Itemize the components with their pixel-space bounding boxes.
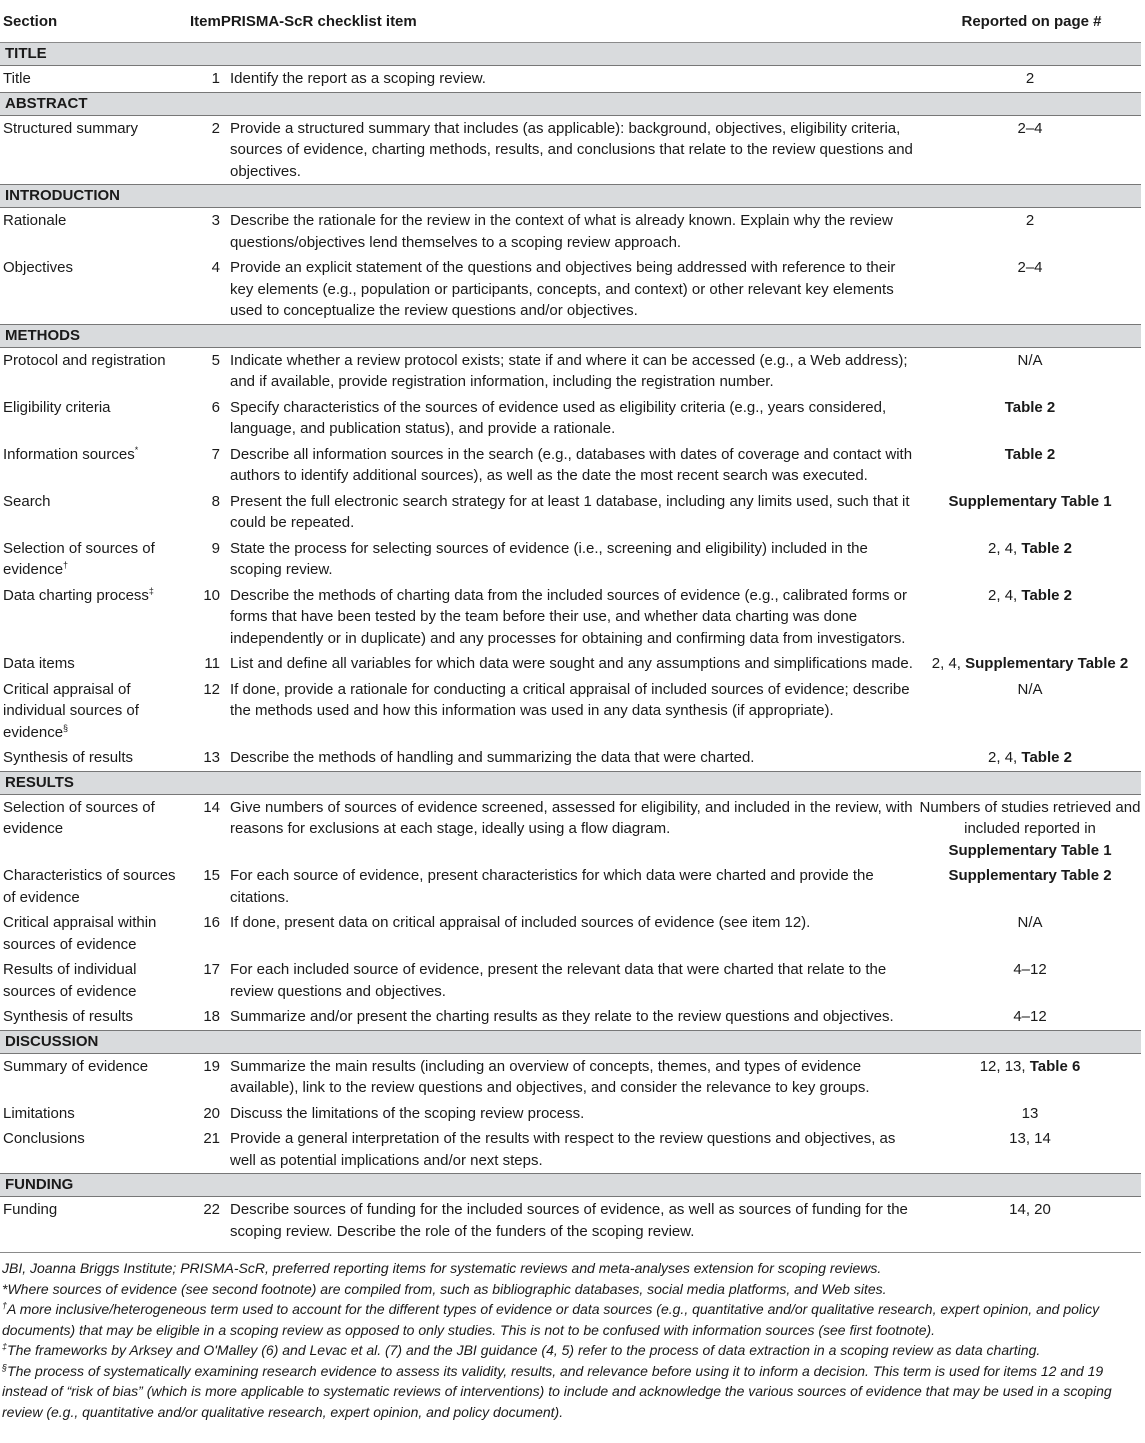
checklist-description: Describe sources of funding for the included sources of evidence, as well as sources of funding for the scoping review. Describe the role of the funders of the scoping review. bbox=[226, 1197, 919, 1253]
footnote bbox=[2, 1279, 1139, 1300]
reported-page-cell bbox=[919, 208, 1141, 256]
row-section-label: Results of individual sources of evidence bbox=[3, 961, 137, 1000]
section-header-row bbox=[0, 324, 1141, 347]
row-section-cell bbox=[0, 583, 190, 652]
footnote-marker: ‡ bbox=[2, 1341, 8, 1352]
page-reference-bold: Table 2 bbox=[1021, 539, 1072, 557]
row-section-cell bbox=[0, 255, 190, 324]
section-header-row bbox=[0, 1030, 1141, 1053]
page-reference: N/A bbox=[1017, 914, 1043, 931]
page-reference: 13, 14 bbox=[1009, 1130, 1051, 1147]
section-title: METHODS bbox=[0, 324, 1141, 347]
page-reference: 13 bbox=[1021, 1104, 1039, 1122]
page-reference: 4–12 bbox=[1013, 961, 1047, 978]
footnote-text: JBI, Joanna Briggs Institute; PRISMA-ScR, preferred reporting items for systematic reviews and meta-analyses extension for scoping reviews. bbox=[2, 1260, 882, 1276]
page-reference: 2 bbox=[1025, 70, 1035, 87]
row-section-label: Search bbox=[3, 492, 51, 510]
row-section-cell bbox=[0, 957, 190, 1004]
row-section-label: Funding bbox=[3, 1201, 58, 1218]
checklist-description: Describe all information sources in the search (e.g., databases with dates of coverage and contact with authors to identify additional sources), as well as the date the most recent search was executed. bbox=[230, 445, 913, 484]
page-reference: N/A bbox=[1017, 351, 1043, 369]
section-title: INTRODUCTION bbox=[0, 185, 1141, 208]
row-section-cell bbox=[0, 1126, 190, 1174]
table-row bbox=[0, 1197, 1141, 1253]
row-section-label: Synthesis of results bbox=[3, 1008, 134, 1025]
row-section-cell bbox=[0, 347, 190, 395]
item-number: 4 bbox=[211, 259, 220, 276]
row-section-label: Critical appraisal within sources of evidence bbox=[3, 914, 157, 953]
row-section-cell bbox=[0, 651, 190, 677]
checklist-description: List and define all variables for which data were sought and any assumptions and simplifications made. bbox=[230, 655, 913, 672]
reported-page-cell bbox=[919, 395, 1141, 442]
row-section-label: Critical appraisal of individual sources of evidence bbox=[3, 680, 139, 741]
section-title: RESULTS bbox=[0, 771, 1141, 794]
table-footnotes bbox=[0, 1253, 1141, 1422]
table-row bbox=[0, 794, 1141, 863]
reported-page-cell bbox=[919, 1053, 1141, 1101]
row-section-label: Synthesis of results bbox=[3, 749, 134, 766]
item-number: 11 bbox=[204, 655, 220, 672]
reported-page-cell bbox=[919, 863, 1141, 910]
row-section-cell bbox=[0, 794, 190, 863]
row-section-label: Objectives bbox=[3, 259, 74, 276]
page-reference: 14, 20 bbox=[1009, 1201, 1051, 1218]
page-reference-bold: Table 2 bbox=[1004, 398, 1056, 416]
checklist-description: Indicate whether a review protocol exists; state if and where it can be accessed (e.g., a Web address); and if available, provide registration information, including the registration number. bbox=[230, 351, 908, 390]
table-row bbox=[0, 1126, 1141, 1174]
section-header-row bbox=[0, 185, 1141, 208]
page-reference: 2, 4, bbox=[988, 586, 1022, 604]
footnote-text: *Where sources of evidence (see second footnote) are compiled from, such as bibliographic databases, social media platforms, and Web sites. bbox=[2, 1280, 887, 1297]
row-section-label: Data charting process bbox=[3, 586, 149, 604]
row-section-label: Rationale bbox=[3, 212, 67, 229]
checklist-description: Describe the methods of handling and summarizing the data that were charted. bbox=[230, 749, 755, 766]
row-section-label: Characteristics of sources of evidence bbox=[3, 867, 176, 906]
item-number: 20 bbox=[203, 1104, 220, 1122]
item-number: 5 bbox=[211, 351, 220, 369]
row-section-cell bbox=[0, 489, 190, 536]
row-section-cell bbox=[0, 115, 190, 185]
reported-page-cell bbox=[919, 745, 1141, 771]
row-section-cell bbox=[0, 745, 190, 771]
page-reference: 2–4 bbox=[1017, 259, 1043, 276]
footnote-marker: ‡ bbox=[148, 585, 154, 596]
footnote-text: The frameworks by Arksey and O'Malley (6) and Levac et al. (7) and the JBI guidance (4, 5) refer to the process of data extraction in a scoping review as data charting. bbox=[7, 1342, 1041, 1358]
row-section-cell bbox=[0, 442, 190, 489]
page-reference-bold: Supplementary Table 1 bbox=[948, 492, 1112, 510]
row-section-cell bbox=[0, 395, 190, 442]
table-row bbox=[0, 208, 1141, 256]
header-section: Section bbox=[0, 0, 190, 43]
reported-page-cell bbox=[919, 255, 1141, 324]
item-number: 1 bbox=[211, 70, 220, 87]
reported-page-cell bbox=[919, 677, 1141, 746]
reported-page-cell bbox=[919, 489, 1141, 536]
checklist-description: Provide a general interpretation of the results with respect to the review questions and objectives, as well as potential implications and/or next steps. bbox=[230, 1130, 896, 1169]
item-number: 10 bbox=[203, 586, 220, 604]
checklist-description: Specify characteristics of the sources of evidence used as eligibility criteria (e.g., years considered, language, and publication status), and provide a rationale. bbox=[230, 398, 887, 437]
section-header-row bbox=[0, 771, 1141, 794]
row-section-label: Conclusions bbox=[3, 1130, 85, 1147]
checklist-description: Summarize the main results (including an overview of concepts, themes, and types of evidence available), link to the review questions and objectives, and consider the relevance to key groups. bbox=[230, 1057, 870, 1096]
page-reference: 2 bbox=[1025, 212, 1035, 229]
table-row bbox=[0, 66, 1141, 93]
checklist-description: Identify the report as a scoping review. bbox=[230, 70, 486, 87]
table-row bbox=[0, 1004, 1141, 1030]
page-reference-bold: Supplementary Table 2 bbox=[948, 867, 1112, 884]
item-number: 17 bbox=[203, 961, 220, 978]
checklist-description: Provide a structured summary that includes (as applicable): background, objectives, eligibility criteria, sources of evidence, charting methods, results, and conclusions that relate to the review questions and objectives. bbox=[230, 119, 913, 180]
row-section-cell bbox=[0, 1053, 190, 1101]
row-section-cell bbox=[0, 863, 190, 910]
table-row bbox=[0, 489, 1141, 536]
page-reference: 4–12 bbox=[1013, 1008, 1047, 1025]
reported-page-cell bbox=[919, 583, 1141, 652]
checklist-description: Present the full electronic search strategy for at least 1 database, including any limits used, such that it could be repeated. bbox=[230, 492, 910, 531]
footnote bbox=[2, 1361, 1139, 1423]
page-reference-bold: Table 2 bbox=[1021, 586, 1072, 604]
table-row bbox=[0, 745, 1141, 771]
section-header-row bbox=[0, 43, 1141, 66]
row-section-label: Summary of evidence bbox=[3, 1057, 149, 1075]
footnote-marker: † bbox=[2, 1300, 8, 1311]
row-section-label: Selection of sources of evidence bbox=[3, 539, 155, 578]
page-reference: 2–4 bbox=[1017, 119, 1043, 137]
item-number: 7 bbox=[211, 445, 220, 463]
table-row bbox=[0, 677, 1141, 746]
page-reference-bold: Table 2 bbox=[1021, 749, 1072, 766]
table-row bbox=[0, 255, 1141, 324]
reported-page-cell bbox=[919, 794, 1141, 863]
checklist-description: Discuss the limitations of the scoping review process. bbox=[230, 1104, 585, 1122]
footnote bbox=[2, 1299, 1139, 1340]
row-section-cell bbox=[0, 910, 190, 957]
row-section-cell bbox=[0, 1004, 190, 1030]
table-row bbox=[0, 442, 1141, 489]
row-section-label: Eligibility criteria bbox=[3, 398, 111, 416]
table-row bbox=[0, 395, 1141, 442]
section-header-row bbox=[0, 92, 1141, 115]
page-reference-bold: Supplementary Table 2 bbox=[965, 655, 1129, 672]
checklist-description: If done, provide a rationale for conducting a critical appraisal of included sources of evidence; describe the methods used and how this information was used in any data synthesis (if appropriate). bbox=[230, 680, 910, 719]
footnote-marker: * bbox=[134, 444, 139, 455]
page-reference-bold: Table 6 bbox=[1029, 1057, 1081, 1075]
item-number: 21 bbox=[203, 1130, 220, 1147]
footnote-marker: § bbox=[63, 722, 69, 733]
row-section-label: Information sources bbox=[3, 445, 135, 463]
footnote-marker: † bbox=[63, 560, 69, 570]
section-title: DISCUSSION bbox=[0, 1030, 1141, 1053]
reported-page-cell bbox=[919, 347, 1141, 395]
section-header-row bbox=[0, 1174, 1141, 1197]
checklist-description: For each source of evidence, present characteristics for which data were charted and provide the citations. bbox=[230, 867, 874, 906]
reported-page-cell bbox=[919, 1126, 1141, 1174]
item-number: 2 bbox=[211, 119, 220, 137]
table-row bbox=[0, 536, 1141, 583]
row-section-cell bbox=[0, 677, 190, 746]
header-item-checklist bbox=[190, 0, 919, 43]
footnote-text: A more inclusive/heterogeneous term used to account for the different types of evidence or data sources (e.g., quantitative and/or qualitative research, expert opinion, and policy documents) that may be eligible in a scoping review as opposed to only studies. This is not to be confused with information sources (see first footnote). bbox=[2, 1301, 1100, 1338]
table-row bbox=[0, 957, 1141, 1004]
row-section-label: Structured summary bbox=[3, 119, 139, 137]
item-number: 22 bbox=[190, 1197, 226, 1253]
section-title: ABSTRACT bbox=[0, 92, 1141, 115]
table-row bbox=[0, 863, 1141, 910]
page-reference: N/A bbox=[1017, 680, 1043, 698]
item-number: 15 bbox=[203, 867, 220, 884]
item-number: 9 bbox=[211, 539, 220, 557]
reported-page-cell bbox=[919, 115, 1141, 185]
row-section-cell bbox=[0, 208, 190, 256]
table-row bbox=[0, 910, 1141, 957]
reported-page-cell bbox=[919, 910, 1141, 957]
footnote-text: The process of systematically examining research evidence to assess its validity, results, and relevance before using it to inform a decision. This term is used for items 12 and 19 instead of “risk of bias” (which is more applicable to systematic reviews of interventions) to include and acknowledge the various sources of evidence that may be used in a scoping review (e.g., quantitative and/or qualitative research, expert opinion, and policy document). bbox=[2, 1362, 1112, 1420]
footnote-marker: § bbox=[2, 1361, 8, 1372]
row-section-cell bbox=[0, 536, 190, 583]
checklist-description: If done, present data on critical appraisal of included sources of evidence (see item 12). bbox=[230, 914, 811, 931]
section-title: TITLE bbox=[0, 43, 1141, 66]
table-row bbox=[0, 115, 1141, 185]
reported-page-cell bbox=[919, 957, 1141, 1004]
page-reference: 2, 4, bbox=[931, 655, 966, 672]
checklist-description: Provide an explicit statement of the questions and objectives being addressed with reference to their key elements (e.g., population or participants, concepts, and context) or other relevant key elements used to conceptualize the review questions and/or objectives. bbox=[230, 259, 896, 319]
section-title: FUNDING bbox=[0, 1174, 1141, 1197]
checklist-description: For each included source of evidence, present the relevant data that were charted that relate to the review questions and objectives. bbox=[230, 961, 887, 1000]
item-number: 6 bbox=[211, 398, 220, 416]
row-section-label: Data items bbox=[3, 655, 75, 672]
row-section-label: Title bbox=[3, 70, 31, 87]
item-number: 8 bbox=[211, 492, 220, 510]
header-checklist: PRISMA-ScR checklist item bbox=[220, 12, 417, 30]
header-page: Reported on page # bbox=[919, 0, 1141, 43]
page-reference: 12, 13, bbox=[979, 1057, 1030, 1075]
row-section-label: Limitations bbox=[3, 1104, 75, 1122]
checklist-description: Give numbers of sources of evidence screened, assessed for eligibility, and included in the review, with reasons for exclusions at each stage, ideally using a flow diagram. bbox=[230, 798, 913, 837]
table-row bbox=[0, 1053, 1141, 1101]
row-section-cell bbox=[0, 1101, 190, 1127]
item-number: 14 bbox=[203, 798, 220, 816]
item-number: 16 bbox=[203, 914, 220, 931]
reported-page-cell bbox=[919, 1101, 1141, 1127]
table-row bbox=[0, 651, 1141, 677]
row-section-label: Protocol and registration bbox=[3, 351, 166, 369]
reported-page-cell bbox=[919, 66, 1141, 93]
row-section-label: Selection of sources of evidence bbox=[3, 798, 155, 837]
page-reference-bold: Table 2 bbox=[1004, 445, 1056, 463]
item-number: 3 bbox=[211, 212, 220, 229]
checklist-description: Describe the methods of charting data from the included sources of evidence (e.g., calibrated forms or forms that have been tested by the team before their use, and whether data charting was done independently or in duplicate) and any processes for obtaining and confirming data from investigators. bbox=[230, 586, 908, 647]
reported-page-cell bbox=[919, 536, 1141, 583]
footnote bbox=[2, 1258, 1139, 1279]
page-reference-bold: Supplementary Table 1 bbox=[948, 841, 1112, 859]
checklist-description: Describe the rationale for the review in the context of what is already known. Explain why the review questions/objectives lend themselves to a scoping review approach. bbox=[230, 212, 893, 251]
page-reference: 2, 4, bbox=[988, 539, 1022, 557]
row-section-cell bbox=[0, 66, 190, 93]
table-header-row bbox=[0, 0, 1141, 43]
item-number: 13 bbox=[203, 749, 220, 766]
checklist-description: State the process for selecting sources of evidence (i.e., screening and eligibility) included in the scoping review. bbox=[230, 539, 868, 578]
footnote bbox=[2, 1340, 1139, 1361]
table-row bbox=[0, 347, 1141, 395]
table-row bbox=[0, 583, 1141, 652]
reported-page-cell bbox=[919, 442, 1141, 489]
reported-page-cell bbox=[919, 651, 1141, 677]
table-body bbox=[0, 43, 1141, 1253]
header-item: Item bbox=[190, 12, 221, 30]
checklist-description: Summarize and/or present the charting results as they relate to the review questions and objectives. bbox=[230, 1008, 894, 1025]
row-section-cell bbox=[0, 1197, 190, 1253]
item-number: 18 bbox=[203, 1008, 220, 1025]
reported-page-cell bbox=[919, 1004, 1141, 1030]
item-number: 12 bbox=[203, 680, 220, 698]
page-reference: 2, 4, bbox=[988, 749, 1022, 766]
table-row bbox=[0, 1101, 1141, 1127]
item-number: 19 bbox=[203, 1057, 220, 1075]
page-reference: Numbers of studies retrieved and included reported in bbox=[919, 798, 1141, 837]
reported-page-cell bbox=[919, 1197, 1141, 1253]
